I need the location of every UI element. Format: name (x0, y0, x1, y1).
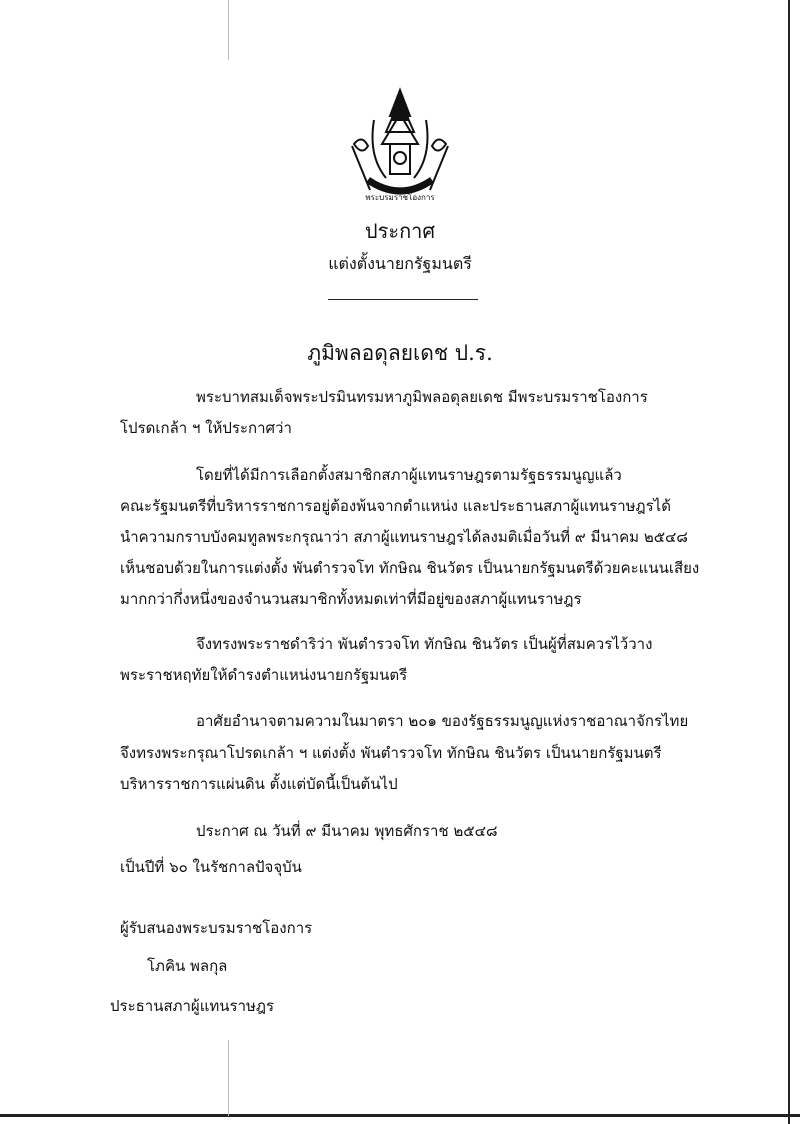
paragraph-1-line-2: โปรดเกล้า ฯ ให้ประกาศว่า (120, 419, 292, 437)
paragraph-4-line-2: จึงทรงพระกรุณาโปรดเกล้า ฯ แต่งตั้ง พันตำรวจโท ทักษิณ ชินวัตร เป็นนายกรัฐมนตรี (120, 744, 662, 762)
page-border-bottom (0, 1114, 800, 1117)
paragraph-4-line-3: บริหารราชการแผ่นดิน ตั้งแต่บัดนี้เป็นต้นไป (120, 775, 398, 793)
paragraph-3-line-1: จึงทรงพระราชดำริว่า พันตำรวจโท ทักษิณ ชินวัตร เป็นผู้ที่สมควรไว้วาง (196, 635, 653, 653)
countersign-title: ประธานสภาผู้แทนราษฎร (110, 997, 275, 1015)
date-line: ประกาศ ณ วันที่ ๙ มีนาคม พุทธศักราช ๒๕๔๘ (196, 822, 498, 840)
paragraph-3-line-2: พระราชหฤทัยให้ดำรงตำแหน่งนายกรัฐมนตรี (120, 666, 408, 684)
paragraph-2-line-4: เห็นชอบด้วยในการแต่งตั้ง พันตำรวจโท ทักษิณ ชินวัตร เป็นนายกรัฐมนตรีด้วยคะแนนเสียง (120, 559, 700, 577)
proclamation-subtitle: แต่งตั้งนายกรัฐมนตรี (328, 254, 472, 273)
royal-emblem-seal (334, 86, 466, 206)
paragraph-2-line-5: มากกว่ากึ่งหนึ่งของจำนวนสมาชิกทั้งหมดเท่าที่มีอยู่ของสภาผู้แทนราษฎร (120, 590, 582, 608)
page-border-right (788, 0, 790, 1124)
emblem-motto: พระบรมราชโองการ (365, 193, 435, 202)
countersign-role-line: ผู้รับสนองพระบรมราชโองการ (120, 919, 313, 937)
paragraph-2-line-3: นำความกราบบังคมทูลพระกรุณาว่า สภาผู้แทนราษฎรได้ลงมติเมื่อวันที่ ๙ มีนาคม ๒๕๔๘ (120, 528, 688, 546)
paragraph-1-line-1: พระบาทสมเด็จพระปรมินทรมหาภูมิพลอดุลยเดช มีพระบรมราชโองการ (196, 388, 648, 406)
royal-name: ภูมิพลอดุลยเดช ป.ร. (307, 341, 493, 365)
paragraph-4-line-1: อาศัยอำนาจตามความในมาตรา ๒๐๑ ของรัฐธรรมนูญแห่งราชอาณาจักรไทย (196, 712, 689, 730)
scan-artifact-line (228, 0, 229, 60)
countersign-name: โภคิน พลกุล (147, 957, 228, 975)
reign-year-line: เป็นปีที่ ๖๐ ในรัชกาลปัจจุบัน (120, 858, 302, 876)
scan-artifact-line (228, 1040, 229, 1116)
title-divider (328, 299, 478, 300)
proclamation-title: ประกาศ (364, 219, 436, 243)
paragraph-2-line-2: คณะรัฐมนตรีที่บริหารราชการอยู่ต้องพ้นจากตำแหน่ง และประธานสภาผู้แทนราษฎรได้ (120, 497, 671, 515)
paragraph-2-line-1: โดยที่ได้มีการเลือกตั้งสมาชิกสภาผู้แทนราษฎรตามรัฐธรรมนูญแล้ว (196, 466, 622, 484)
